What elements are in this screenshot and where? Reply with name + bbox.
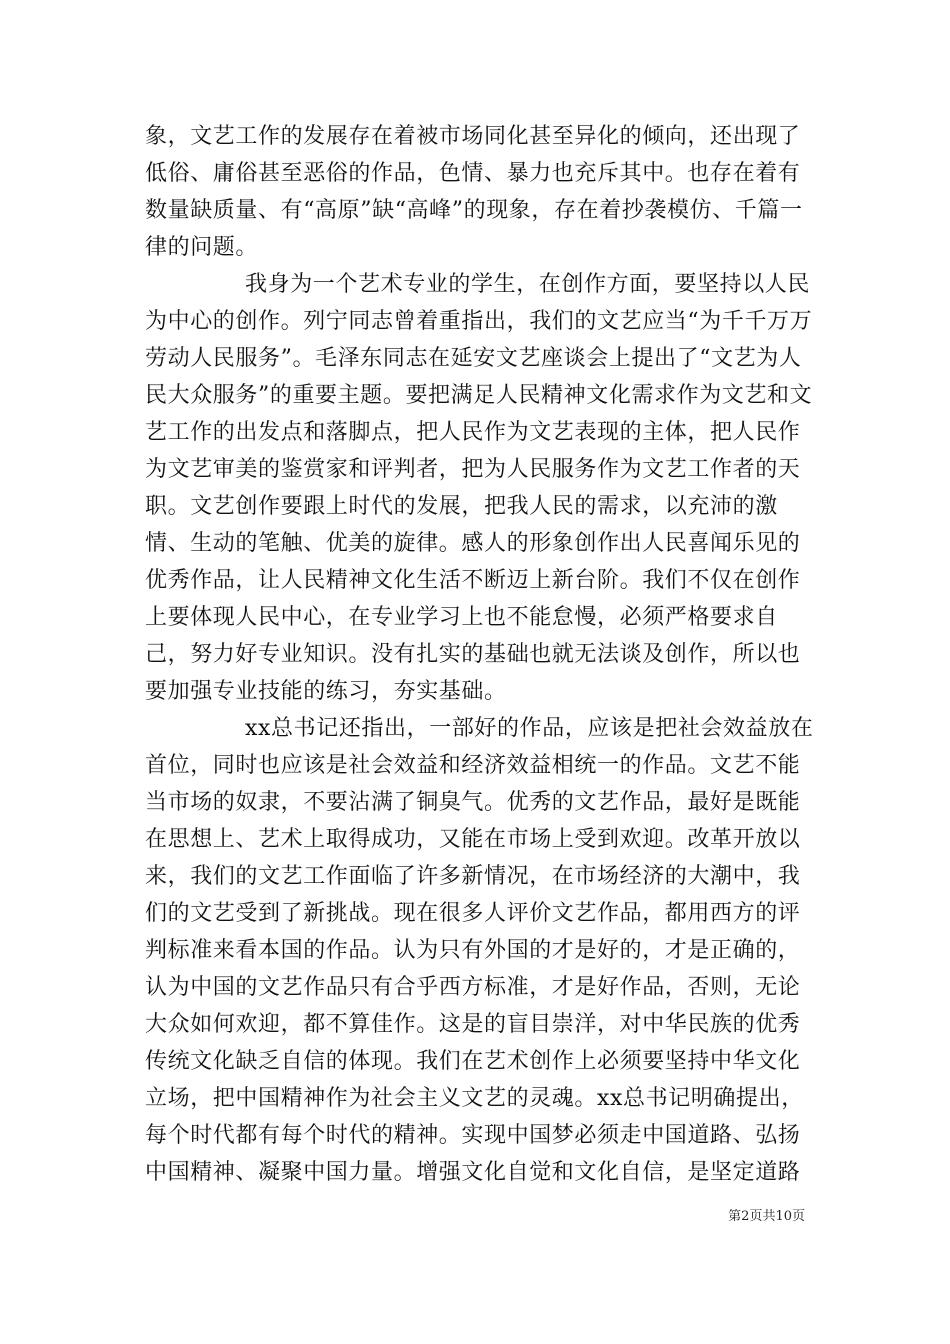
paragraph-1: 象，文艺工作的发展存在着被市场同化甚至异化的倾向，还出现了低俗、庸俗甚至恶俗的作品，色情、暴力也充斥其中。也存在着有数量缺质量、有“高原”缺“高峰”的现象，存在着抄袭模仿、千篇一律的问题。	[145, 124, 803, 260]
paragraph-2: 我身为一个艺术专业的学生，在创作方面，要坚持以人民为中心的创作。列宁同志曾着重指出，我们的文艺应当“为千千万万劳动人民服务”。毛泽东同志在延安文艺座谈会上提出了“文艺为人民大众服务”的重要主题。要把满足人民精神文化需求作为文艺和文艺工作的出发点和落脚点，把人民作为文艺表现的主体，把人民作为文艺审美的鉴赏家和评判者，把为人民服务作为文艺工作者的天职。文艺创作要跟上时代的发展，把我人民的需求，以充沛的激情、生动的笔触、优美的旋律。感人的形象创作出人民喜闻乐见的优秀作品，让人民精神文化生活不断迈上新台阶。我们不仅在创作上要体现人民中心，在专业学习上也不能怠慢，必须严格要求自己，努力好专业知识。没有扎实的基础也就无法谈及创作，所以也要加强专业技能的练习，夯实基础。	[145, 272, 813, 704]
page-number-footer: 第2页共10页	[728, 1209, 805, 1224]
document-body	[145, 118, 815, 1191]
paragraph-3: xx总书记还指出，一部好的作品，应该是把社会效益放在首位，同时也应该是社会效益和经济效益相统一的作品。文艺不能当市场的奴隶，不要沾满了铜臭气。优秀的文艺作品，最好是既能在思想上、艺术上取得成功，又能在市场上受到欢迎。改革开放以来，我们的文艺工作面临了许多新情况，在市场经济的大潮中，我们的文艺受到了新挑战。现在很多人评价文艺作品，都用西方的评判标准来看本国的作品。认为只有外国的才是好的，才是正确的，认为中国的文艺作品只有合乎西方标准，才是好作品，否则，无论大众如何欢迎，都不算佳作。这是的盲目崇洋，对中华民族的优秀传统文化缺乏自信的体现。我们在艺术创作上必须要坚持中华文化立场，把中国精神作为社会主义文艺的灵魂。xx总书记明确提出，每个时代都有每个时代的精神。实现中国梦必须走中国道路、弘扬中国精神、凝聚中国力量。增强文化自觉和文化自信，是坚定道路	[145, 716, 814, 1185]
